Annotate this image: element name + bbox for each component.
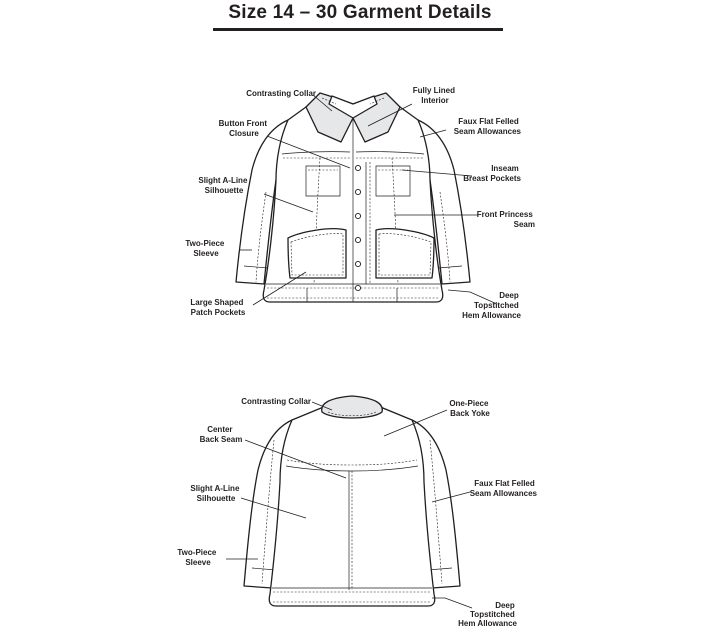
- front-label-slight-a-line: Slight A-Line Silhouette: [198, 176, 248, 195]
- front-label-two-piece-sleeve: Two-Piece Sleeve: [185, 239, 225, 258]
- back-label-contrasting-collar: Contrasting Collar: [241, 397, 311, 406]
- front-label-fully-lined-interior: Fully Lined Interior: [412, 86, 455, 105]
- back-label-deep-topstitched-hem: Deep Topstitched Hem Allowance: [458, 601, 517, 628]
- front-right-patch-pocket: [376, 229, 434, 278]
- back-label-one-piece-back-yoke: One-Piece Back Yoke: [449, 399, 490, 418]
- back-collar: [322, 396, 383, 418]
- front-left-patch-pocket: [288, 229, 346, 278]
- front-label-front-princess-seam: Front Princess Seam: [476, 210, 535, 229]
- back-jacket-illustration: [244, 396, 460, 606]
- front-label-deep-topstitched-hem: Deep Topstitched Hem Allowance: [462, 291, 521, 320]
- front-label-faux-flat-felled: Faux Flat Felled Seam Allowances: [453, 117, 521, 136]
- front-label-large-shaped-patch-pockets: Large Shaped Patch Pockets: [190, 298, 246, 317]
- back-label-faux-flat-felled: Faux Flat Felled Seam Allowances: [469, 479, 537, 498]
- back-label-center-back-seam: Center Back Seam: [199, 425, 243, 444]
- front-label-button-front-closure: Button Front Closure: [218, 119, 268, 138]
- back-label-slight-a-line: Slight A-Line Silhouette: [190, 484, 240, 503]
- front-label-contrasting-collar: Contrasting Collar: [246, 89, 316, 98]
- page-title: Size 14 – 30 Garment Details: [228, 2, 492, 23]
- front-label-inseam-breast-pockets: Inseam Breast Pockets: [463, 164, 521, 183]
- front-jacket-illustration: [236, 93, 470, 302]
- back-label-two-piece-sleeve: Two-Piece Sleeve: [177, 548, 217, 567]
